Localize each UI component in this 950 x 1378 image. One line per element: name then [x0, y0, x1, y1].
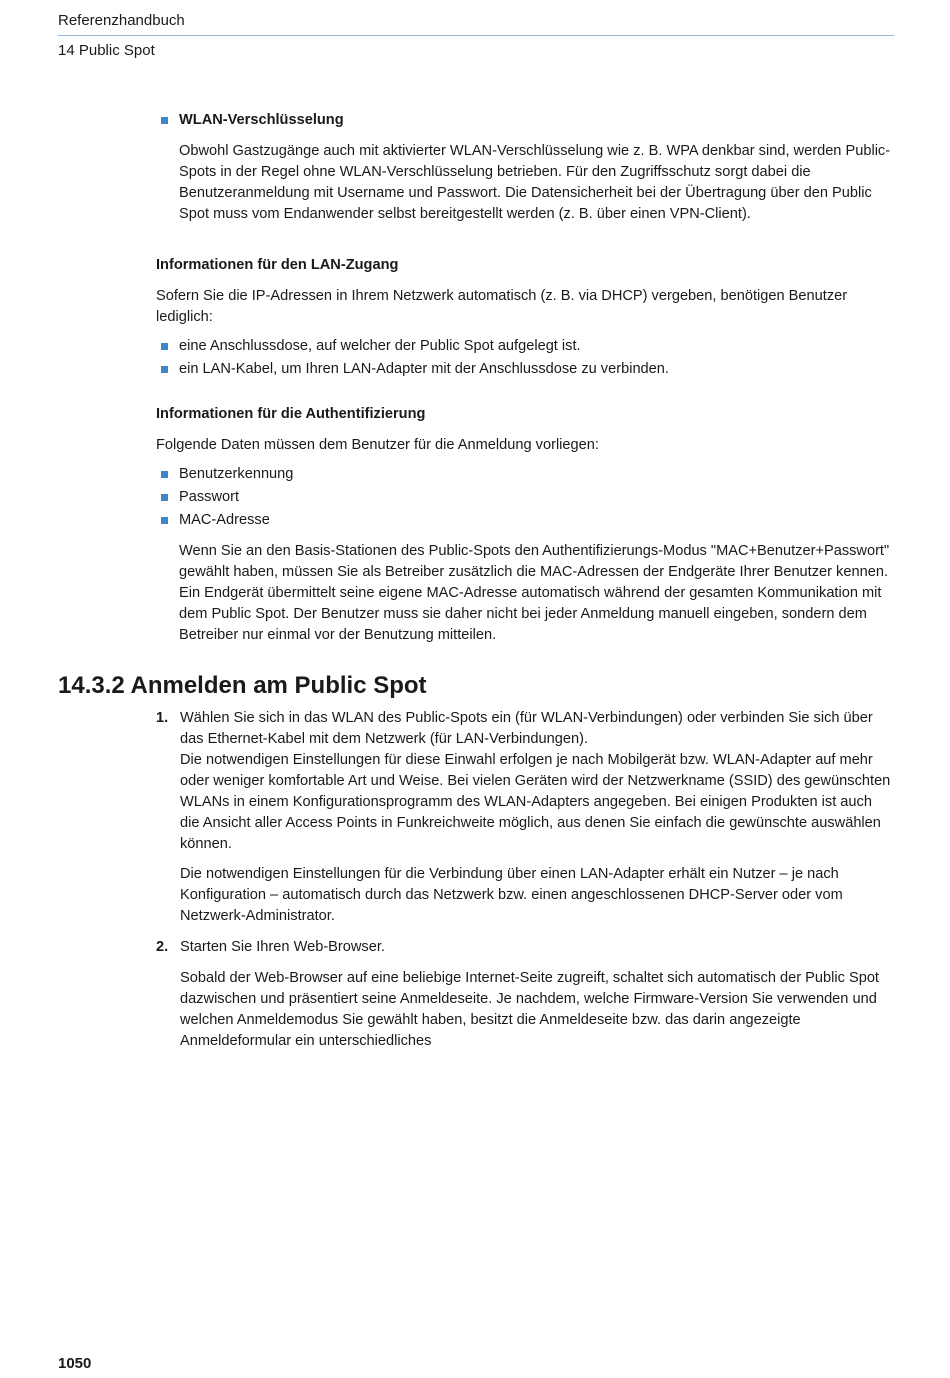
- list-item: [58, 463, 894, 486]
- wlan-bullet-title-row: [58, 109, 894, 132]
- list-item-text: eine Anschlussdose, auf welcher der Public Spot aufgelegt ist.: [179, 338, 581, 354]
- step-number: 2.: [156, 939, 169, 955]
- bullet-square-icon: [161, 471, 168, 478]
- list-item: [58, 358, 894, 381]
- bullet-square-icon: [161, 366, 168, 373]
- list-item: [58, 509, 894, 532]
- step-2-line1: Starten Sie Ihren Web-Browser.: [180, 939, 385, 955]
- wlan-bullet-title: WLAN-Verschlüsselung: [179, 112, 344, 128]
- step-1-line2: Die notwendigen Einstellungen für diese Einwahl erfolgen je nach Mobilgerät bzw. WLAN-Adapter auf mehr oder weniger komfortable Art und Weise. Bei vielen Geräten wird der Netzwerkname (SSID) des gewünschten WLANs in einem Konfigurationsprogramm des WLAN-Adapters angegeben. Bei einigen Produkten ist auch die Ansicht aller Access Points in Funkreichweite möglich, aus denen Sie einfach die gewünschte auswählen können.: [180, 752, 891, 852]
- list-item-text: Benutzerkennung: [179, 466, 294, 482]
- step-1: [58, 708, 894, 927]
- mac-note: Wenn Sie an den Basis-Stationen des Public-Spots den Authentifizierungs-Modus "MAC+Benutzer+Passwort" gewählt haben, müssen Sie als Betreiber zusätzlich die MAC-Adressen der Endgeräte Ihrer Benutzer kennen. Ein Endgerät übermittelt seine eigene MAC-Adresse automatisch während der gesamten Kommunikation mit dem Public Spot. Der Benutzer muss sie daher nicht bei jeder Anmeldung manuell eingeben, sondern dem Betreiber nur einmal vor der Benutzung mitteilen.: [179, 543, 890, 643]
- step-2: [58, 937, 894, 1052]
- step-number: 1.: [156, 710, 169, 726]
- wlan-bullet-text: Obwohl Gastzugänge auch mit aktivierter WLAN-Verschlüsselung wie z. B. WPA denkbar sind, werden Public-Spots in der Regel ohne WLAN-Verschlüsselung betrieben. Für den Zugriffsschutz sorgt dabei die Benutzeranmeldung mit Username und Passwort. Die Datensicherheit bei der Übertragung über den Public Spot muss vom Endanwender selbst bereitgestellt werden (z. B. über einen VPN-Client).: [179, 143, 891, 222]
- chapter-title: 14 Public Spot: [58, 42, 155, 59]
- lan-list: [58, 335, 894, 381]
- auth-section-intro: Folgende Daten müssen dem Benutzer für die Anmeldung vorliegen:: [156, 437, 599, 453]
- bullet-square-icon: [161, 494, 168, 501]
- auth-section-heading: Informationen für die Authentifizierung: [156, 406, 426, 422]
- list-item: [58, 486, 894, 509]
- step-2-para: Sobald der Web-Browser auf eine beliebige Internet-Seite zugreift, schaltet sich automatisch der Public Spot dazwischen und präsentiert seine Anmeldeseite. Je nachdem, welche Firmware-Version Sie verwenden und welchen Anmeldemodus Sie gewählt haben, besitzt die Anmeldeseite bzw. das darin angezeigte Anmeldeformular ein unterschiedliches: [180, 970, 879, 1049]
- list-item: [58, 335, 894, 358]
- lan-section-heading: Informationen für den LAN-Zugang: [156, 257, 399, 273]
- lan-section-intro: Sofern Sie die IP-Adressen in Ihrem Netzwerk automatisch (z. B. via DHCP) vergeben, benötigen Benutzer lediglich:: [156, 288, 848, 325]
- list-item-text: ein LAN-Kabel, um Ihren LAN-Adapter mit der Anschlussdose zu verbinden.: [179, 361, 669, 377]
- document-title: Referenzhandbuch: [58, 12, 185, 29]
- bullet-square-icon: [161, 517, 168, 524]
- header-rule: [58, 35, 894, 36]
- bullet-square-icon: [161, 343, 168, 350]
- list-item-text: MAC-Adresse: [179, 512, 270, 528]
- page-number: 1050: [58, 1355, 92, 1372]
- step-1-para: Die notwendigen Einstellungen für die Verbindung über einen LAN-Adapter erhält ein Nutzer – je nach Konfiguration – automatisch durch das Netzwerk bzw. einen angeschlossenen DHCP-Server oder vom Netzwerk-Administrator.: [180, 866, 843, 924]
- list-item-text: Passwort: [179, 489, 240, 505]
- page-content: [58, 109, 894, 1052]
- step-1-line1: Wählen Sie sich in das WLAN des Public-Spots ein (für WLAN-Verbindungen) oder verbinden Sie sich über das Ethernet-Kabel mit dem Netzwerk (für LAN-Verbindungen).: [180, 710, 873, 747]
- section-heading: 14.3.2 Anmelden am Public Spot: [58, 672, 427, 699]
- page-header: [58, 11, 894, 61]
- auth-list: [58, 463, 894, 532]
- bullet-square-icon: [161, 117, 168, 124]
